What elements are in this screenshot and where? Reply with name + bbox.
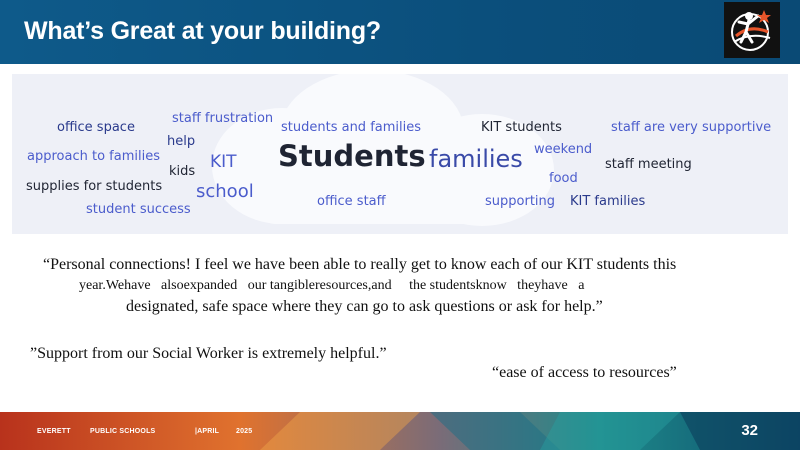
- word-weekend: weekend: [534, 142, 593, 157]
- footer-org-everett: EVERETT: [37, 428, 71, 435]
- word-kids: kids: [169, 164, 196, 179]
- word-staff-supportive: staff are very supportive: [611, 120, 772, 135]
- word-staff-frustration: staff frustration: [172, 111, 274, 126]
- logo-graphic: [724, 2, 780, 58]
- word-families: families: [429, 145, 523, 173]
- word-cloud-panel: [12, 74, 788, 234]
- word-supplies-for-students: supplies for students: [26, 179, 163, 194]
- word-approach-to-families: approach to families: [27, 149, 160, 164]
- word-office-staff: office staff: [317, 194, 386, 209]
- footer-org-public-schools: PUBLIC SCHOOLS: [90, 428, 156, 435]
- word-staff-meeting: staff meeting: [605, 157, 692, 172]
- word-help: help: [167, 134, 196, 149]
- quote-social-worker: ”Support from our Social Worker is extremely helpful.”: [30, 345, 387, 362]
- footer-date-year: 2025: [236, 428, 253, 435]
- district-logo: [724, 2, 780, 58]
- word-students: Students: [278, 139, 426, 173]
- word-school: school: [196, 181, 254, 202]
- word-office-space: office space: [57, 120, 135, 135]
- quote-ease-of-access: “ease of access to resources”: [492, 364, 677, 381]
- word-student-success: student success: [86, 202, 191, 217]
- word-food: food: [549, 171, 578, 186]
- word-students-and-families: students and families: [281, 120, 422, 135]
- word-kit-families: KIT families: [570, 194, 646, 209]
- word-kit: KIT: [210, 152, 237, 172]
- word-kit-students: KIT students: [481, 120, 562, 135]
- quote-personal-connections-line2: year.Wehave alsoexpanded our tangibleresources,and the studentsknow theyhave a: [79, 278, 585, 293]
- slide-footer: [0, 412, 800, 450]
- word-supporting: supporting: [485, 194, 556, 209]
- quote-personal-connections-line1: “Personal connections! I feel we have been able to really get to know each of our KIT students this: [43, 256, 677, 273]
- quote-personal-connections-line3: designated, safe space where they can go to ask questions or ask for help.”: [126, 298, 603, 315]
- slide-header: [0, 0, 800, 64]
- footer-date-month: |APRIL: [195, 428, 220, 435]
- page-number: 32: [741, 422, 758, 439]
- slide-title: What’s Great at your building?: [24, 17, 381, 45]
